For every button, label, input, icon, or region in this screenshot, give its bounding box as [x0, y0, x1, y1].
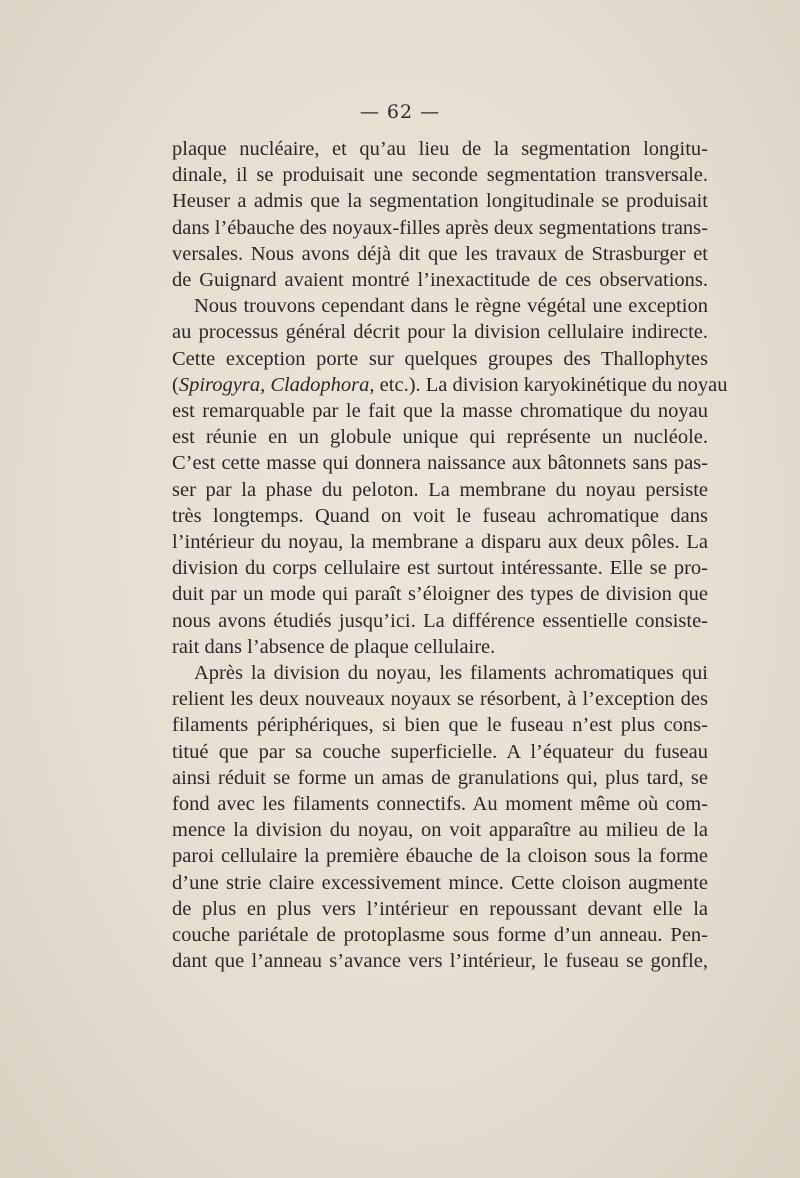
text-line: Après la division du noyau, les filaments achromatiques qui [194, 662, 708, 685]
text-line: duit par un mode qui paraît s’éloigner des types de division que [172, 583, 708, 606]
paragraph-3 [172, 660, 708, 974]
text-line: Cette exception porte sur quelques groupes des Thallophytes [172, 347, 708, 370]
text-line: C’est cette masse qui donnera naissance aux bâtonnets sans pas- [172, 452, 708, 475]
text-line: très longtemps. Quand on voit le fuseau achromatique dans [172, 504, 708, 527]
text-line: paroi cellulaire la première ébauche de la cloison sous la forme [172, 845, 708, 868]
text-line: ser par la phase du peloton. La membrane du noyau persiste [172, 478, 708, 501]
text-line: dinale, il se produisait une seconde segmentation transversale. [172, 164, 708, 187]
text-line: est remarquable par le fait que la masse chromatique du noyau [172, 400, 708, 423]
paragraph-1 [172, 136, 708, 293]
paragraph-2 [172, 293, 728, 660]
text-line: de Guignard avaient montré l’inexactitude de ces observations. [172, 269, 708, 292]
text-line: Heuser a admis que la segmentation longitudinale se produisait [172, 190, 708, 213]
text-line: relient les deux nouveaux noyaux se résorbent, à l’exception des [172, 688, 708, 711]
text-line: mence la division du noyau, on voit apparaître au milieu de la [172, 819, 708, 842]
text-line: nous avons étudiés jusqu’ici. La différence essentielle consiste- [172, 609, 708, 632]
text-line: Nous trouvons cependant dans le règne végétal une exception [194, 295, 708, 318]
text-line: est réunie en un globule unique qui représente un nucléole. [172, 426, 708, 449]
text-line: filaments périphériques, si bien que le fuseau n’est plus cons- [172, 714, 708, 737]
body-text [172, 136, 728, 975]
text-line: versales. Nous avons déjà dit que les travaux de Strasburger et [172, 242, 708, 265]
text-line: division du corps cellulaire est surtout intéressante. Elle se pro- [172, 557, 708, 580]
italic-genus-names: Spirogyra, Cladophora, [178, 373, 375, 396]
text-line: dans l’ébauche des noyaux-filles après deux segmentations trans- [172, 216, 708, 239]
text-line: au processus général décrit pour la division cellulaire indirecte. [172, 321, 708, 344]
text-line: d’une strie claire excessivement mince. Cette cloison augmente [172, 871, 708, 894]
text-line-with-italic: (Spirogyra, Cladophora, etc.). La division karyokinétique du noyau [172, 373, 728, 396]
text-line: couche pariétale de protoplasme sous forme d’un anneau. Pen- [172, 924, 708, 947]
text-line: rait dans l’absence de plaque cellulaire. [172, 635, 496, 658]
text-line: titué que par sa couche superficielle. A l’équateur du fuseau [172, 740, 708, 763]
text-line: de plus en plus vers l’intérieur en repoussant devant elle la [172, 897, 708, 920]
text-line: fond avec les filaments connectifs. Au moment même où com- [172, 793, 708, 816]
text-line: dant que l’anneau s’avance vers l’intérieur, le fuseau se gonfle, [172, 950, 708, 973]
page-number: — 62 — [359, 101, 441, 123]
text-line: ainsi réduit se forme un amas de granulations qui, plus tard, se [172, 766, 708, 789]
text-line: plaque nucléaire, et qu’au lieu de la segmentation longitu- [172, 138, 708, 160]
text-line: l’intérieur du noyau, la membrane a disparu aux deux pôles. La [172, 531, 708, 554]
